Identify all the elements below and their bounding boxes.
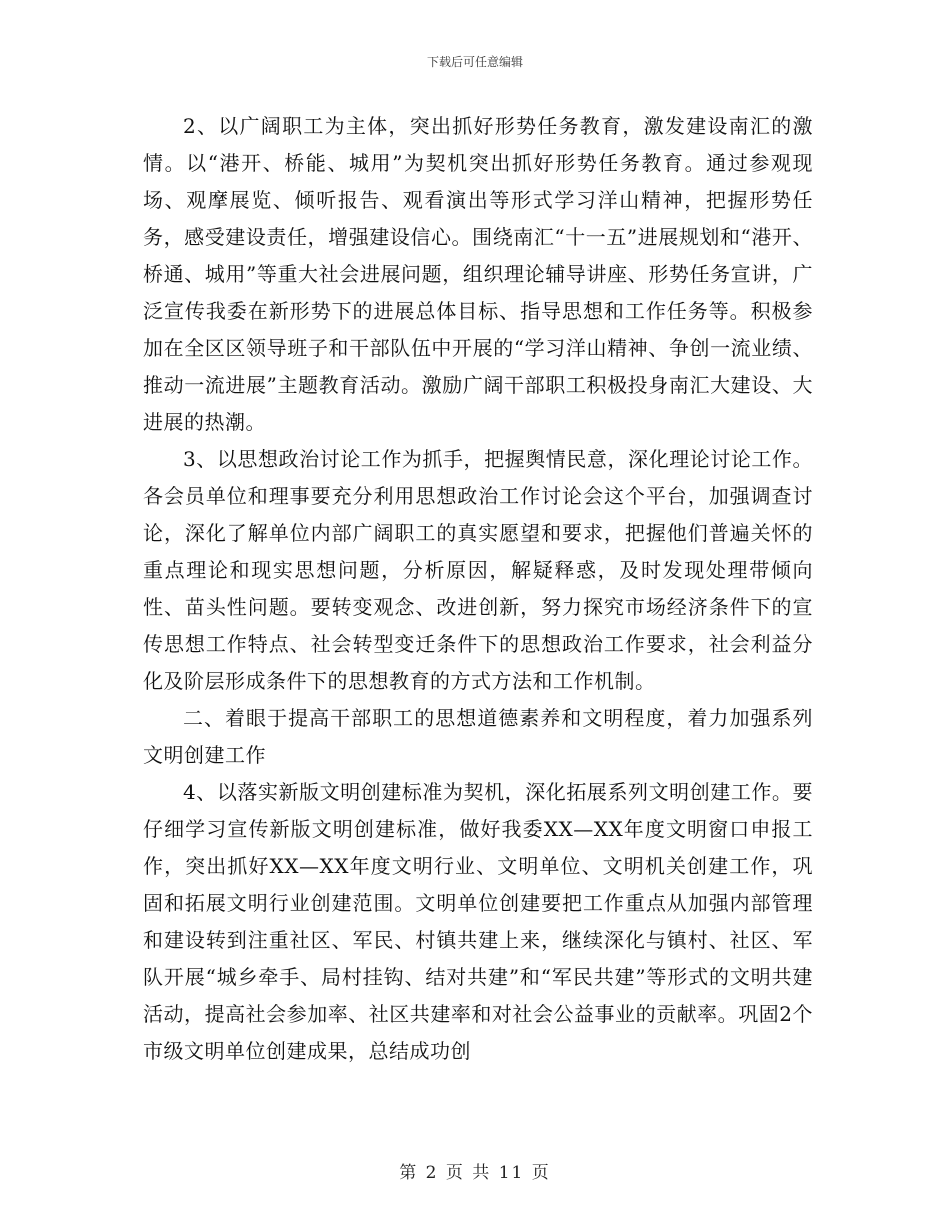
section-heading-2: 二、着眼于提高干部职工的思想道德素养和文明程度，着力加强系列文明创建工作: [143, 706, 813, 767]
page-header-note: 下载后可任意编辑: [426, 55, 523, 69]
paragraph-4: 4、以落实新版文明创建标准为契机，深化拓展系列文明创建工作。要仔细学习宣传新版文明创建标准，做好我委XX—XX年度文明窗口申报工作，突出抓好XX—XX年度文明行业、文明单位、文明机关创建工作，巩固和拓展文明行业创建范围。文明单位创建要把工作重点从加强内部管理和建设转到注重社区、军民、村镇共建上来，继续深化与镇村、社区、军队开展“城乡牵手、局村挂钩、结对共建”和“军民共建”等形式的文明共建活动，提高社会参加率、社区共建率和对社会公益事业的贡献率。巩固2个市级文明单位创建成果，总结成功创: [143, 780, 813, 1063]
paragraph-3: 3、以思想政治讨论工作为抓手，把握舆情民意，深化理论讨论工作。各会员单位和理事要充分利用思想政治工作讨论会这个平台，加强调查讨论，深化了解单位内部广阔职工的真实愿望和要求，把握他们普遍关怀的重点理论和现实思想问题，分析原因，解疑释惑，及时发现处理带倾向性、苗头性问题。要转变观念、改进创新，努力探究市场经济条件下的宣传思想工作特点、社会转型变迁条件下的思想政治工作要求，社会利益分化及阶层形成条件下的思想教育的方式方法和工作机制。: [143, 447, 813, 693]
paragraph-2: 2、以广阔职工为主体，突出抓好形势任务教育，激发建设南汇的激情。以“港开、桥能、城用”为契机突出抓好形势任务教育。通过参观现场、观摩展览、倾听报告、观看演出等形式学习洋山精神，把握形势任务，感受建设责任，增强建设信心。围绕南汇“十一五”进展规划和“港开、桥通、城用”等重大社会进展问题，组织理论辅导讲座、形势任务宣讲，广泛宣传我委在新形势下的进展总体目标、指导思想和工作任务等。积极参加在全区区领导班子和干部队伍中开展的“学习洋山精神、争创一流业绩、推动一流进展”主题教育活动。激励广阔干部职工积极投身南汇大建设、大进展的热潮。: [143, 114, 813, 434]
page-number-footer: 第 2 页 共 11 页: [399, 1163, 551, 1183]
document-body: [143, 108, 813, 1070]
